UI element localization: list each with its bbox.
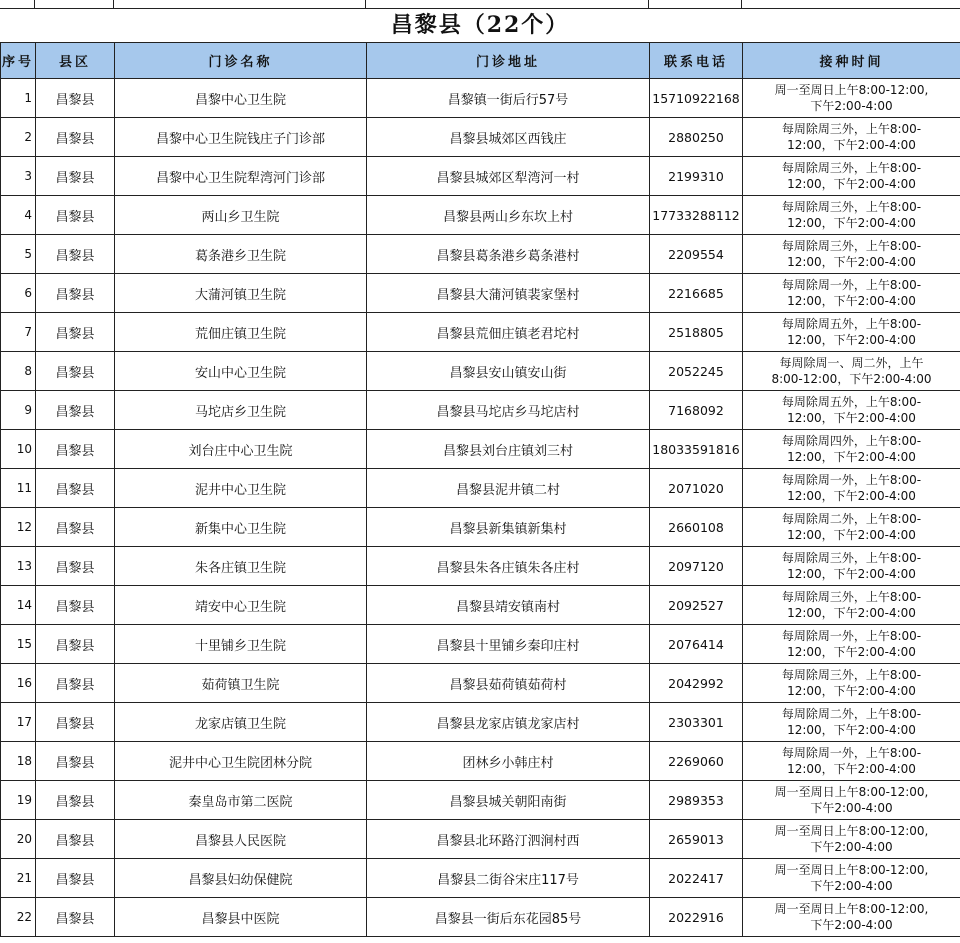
row-index: 14 (1, 586, 36, 625)
row-hours-line1: 周一至周日上午8:00-12:00, (774, 902, 929, 916)
table-row (1, 547, 960, 586)
row-hours (743, 469, 960, 508)
row-index: 10 (1, 430, 36, 469)
row-hours-line2: 12:00，下午2:00-4:00 (787, 567, 916, 581)
clinic-table (0, 42, 960, 937)
row-hours-line2: 12:00，下午2:00-4:00 (787, 723, 916, 737)
row-clinic-name: 两山乡卫生院 (115, 196, 367, 235)
row-address: 昌黎县荒佃庄镇老君坨村 (367, 313, 650, 352)
row-index: 11 (1, 469, 36, 508)
row-hours (743, 625, 960, 664)
row-address: 昌黎县靖安镇南村 (367, 586, 650, 625)
row-clinic-name: 十里铺乡卫生院 (115, 625, 367, 664)
header-district: 县区 (36, 43, 115, 79)
previous-table-bottom-edge (0, 0, 960, 9)
row-hours (743, 508, 960, 547)
row-hours (743, 118, 960, 157)
row-hours-line1: 每周除周二外，上午8:00- (781, 707, 922, 721)
row-address: 昌黎县马坨店乡马坨店村 (367, 391, 650, 430)
row-hours-line1: 周一至周日上午8:00-12:00, (774, 785, 929, 799)
row-hours-line1: 每周除周三外，上午8:00- (781, 239, 922, 253)
row-hours (743, 898, 960, 937)
row-district: 昌黎县 (36, 352, 115, 391)
row-district: 昌黎县 (36, 586, 115, 625)
row-index: 8 (1, 352, 36, 391)
row-hours-line2: 12:00，下午2:00-4:00 (787, 216, 916, 230)
row-address: 团林乡小韩庄村 (367, 742, 650, 781)
row-phone: 2303301 (650, 703, 743, 742)
row-hours-line2: 12:00，下午2:00-4:00 (787, 606, 916, 620)
row-hours-line1: 每周除周一外，上午8:00- (781, 629, 922, 643)
header-phone: 联系电话 (650, 43, 743, 79)
row-address: 昌黎县新集镇新集村 (367, 508, 650, 547)
row-hours-line1: 每周除周五外，上午8:00- (781, 317, 922, 331)
row-hours (743, 235, 960, 274)
row-district: 昌黎县 (36, 625, 115, 664)
row-index: 3 (1, 157, 36, 196)
table-row (1, 79, 960, 118)
row-clinic-name: 刘台庄中心卫生院 (115, 430, 367, 469)
row-clinic-name: 秦皇岛市第二医院 (115, 781, 367, 820)
row-clinic-name: 茹荷镇卫生院 (115, 664, 367, 703)
row-hours (743, 547, 960, 586)
row-index: 18 (1, 742, 36, 781)
row-phone: 2880250 (650, 118, 743, 157)
row-district: 昌黎县 (36, 118, 115, 157)
row-hours-line2: 12:00，下午2:00-4:00 (787, 528, 916, 542)
row-hours-line1: 每周除周三外，上午8:00- (781, 161, 922, 175)
row-clinic-name: 泥井中心卫生院团林分院 (115, 742, 367, 781)
row-hours-line2: 下午2:00-4:00 (810, 801, 893, 815)
row-hours-line2: 12:00，下午2:00-4:00 (787, 489, 916, 503)
row-address: 昌黎县大蒲河镇裴家堡村 (367, 274, 650, 313)
table-row (1, 742, 960, 781)
row-hours-line1: 每周除周三外，上午8:00- (781, 590, 922, 604)
row-clinic-name: 昌黎中心卫生院 (115, 79, 367, 118)
row-district: 昌黎县 (36, 859, 115, 898)
row-phone: 2071020 (650, 469, 743, 508)
row-address: 昌黎县二街谷宋庄117号 (367, 859, 650, 898)
row-phone: 2659013 (650, 820, 743, 859)
row-hours (743, 859, 960, 898)
row-index: 17 (1, 703, 36, 742)
row-clinic-name: 安山中心卫生院 (115, 352, 367, 391)
row-address: 昌黎县城郊区西钱庄 (367, 118, 650, 157)
row-address: 昌黎县茹荷镇茹荷村 (367, 664, 650, 703)
row-district: 昌黎县 (36, 157, 115, 196)
table-row (1, 469, 960, 508)
row-hours (743, 313, 960, 352)
row-hours-line2: 12:00，下午2:00-4:00 (787, 177, 916, 191)
table-row (1, 196, 960, 235)
table-row (1, 898, 960, 937)
row-district: 昌黎县 (36, 79, 115, 118)
row-clinic-name: 靖安中心卫生院 (115, 586, 367, 625)
row-hours (743, 586, 960, 625)
table-row (1, 625, 960, 664)
row-hours-line1: 每周除周三外，上午8:00- (781, 668, 922, 682)
row-clinic-name: 朱各庄镇卫生院 (115, 547, 367, 586)
row-hours-line2: 12:00，下午2:00-4:00 (787, 762, 916, 776)
row-hours (743, 79, 960, 118)
row-phone: 18033591816 (650, 430, 743, 469)
row-address: 昌黎县十里铺乡秦印庄村 (367, 625, 650, 664)
row-index: 15 (1, 625, 36, 664)
row-phone: 2052245 (650, 352, 743, 391)
row-phone: 2269060 (650, 742, 743, 781)
row-index: 4 (1, 196, 36, 235)
row-hours (743, 781, 960, 820)
header-clinic-name: 门诊名称 (115, 43, 367, 79)
row-address: 昌黎县泥井镇二村 (367, 469, 650, 508)
row-address: 昌黎县刘台庄镇刘三村 (367, 430, 650, 469)
table-row (1, 118, 960, 157)
row-hours-line1: 每周除周一外，上午8:00- (781, 746, 922, 760)
table-row (1, 820, 960, 859)
row-phone: 2209554 (650, 235, 743, 274)
row-phone: 2042992 (650, 664, 743, 703)
row-clinic-name: 昌黎县中医院 (115, 898, 367, 937)
table-row (1, 157, 960, 196)
row-hours (743, 820, 960, 859)
row-hours-line1: 每周除周一、周二外，上午 (779, 356, 924, 370)
row-hours-line2: 12:00，下午2:00-4:00 (787, 333, 916, 347)
table-row (1, 703, 960, 742)
row-index: 7 (1, 313, 36, 352)
row-hours-line1: 每周除周一外，上午8:00- (781, 473, 922, 487)
row-hours (743, 196, 960, 235)
row-address: 昌黎县北环路汀泗涧村西 (367, 820, 650, 859)
row-hours (743, 664, 960, 703)
row-hours (743, 274, 960, 313)
row-index: 21 (1, 859, 36, 898)
table-row (1, 508, 960, 547)
row-phone: 2989353 (650, 781, 743, 820)
row-clinic-name: 昌黎县人民医院 (115, 820, 367, 859)
row-hours-line2: 下午2:00-4:00 (810, 840, 893, 854)
row-district: 昌黎县 (36, 508, 115, 547)
header-hours: 接种时间 (743, 43, 960, 79)
row-hours-line1: 每周除周三外，上午8:00- (781, 200, 922, 214)
row-address: 昌黎镇一街后行57号 (367, 79, 650, 118)
row-clinic-name: 新集中心卫生院 (115, 508, 367, 547)
row-clinic-name: 昌黎中心卫生院钱庄子门诊部 (115, 118, 367, 157)
row-clinic-name: 马坨店乡卫生院 (115, 391, 367, 430)
row-clinic-name: 大蒲河镇卫生院 (115, 274, 367, 313)
row-hours-line1: 周一至周日上午8:00-12:00, (774, 83, 929, 97)
row-index: 2 (1, 118, 36, 157)
row-hours-line1: 每周除周五外，上午8:00- (781, 395, 922, 409)
row-phone: 2199310 (650, 157, 743, 196)
row-district: 昌黎县 (36, 391, 115, 430)
table-row (1, 664, 960, 703)
row-district: 昌黎县 (36, 781, 115, 820)
row-phone: 2076414 (650, 625, 743, 664)
row-address: 昌黎县朱各庄镇朱各庄村 (367, 547, 650, 586)
row-index: 12 (1, 508, 36, 547)
row-index: 16 (1, 664, 36, 703)
row-phone: 17733288112 (650, 196, 743, 235)
row-address: 昌黎县葛条港乡葛条港村 (367, 235, 650, 274)
table-row (1, 586, 960, 625)
row-address: 昌黎县城郊区犁湾河一村 (367, 157, 650, 196)
row-district: 昌黎县 (36, 703, 115, 742)
row-hours (743, 157, 960, 196)
row-index: 22 (1, 898, 36, 937)
row-district: 昌黎县 (36, 898, 115, 937)
row-district: 昌黎县 (36, 196, 115, 235)
row-hours (743, 352, 960, 391)
row-address: 昌黎县城关朝阳南街 (367, 781, 650, 820)
row-hours-line2: 下午2:00-4:00 (810, 879, 893, 893)
row-index: 19 (1, 781, 36, 820)
header-address: 门诊地址 (367, 43, 650, 79)
row-hours-line2: 12:00，下午2:00-4:00 (787, 450, 916, 464)
row-phone: 2216685 (650, 274, 743, 313)
row-hours-line2: 12:00，下午2:00-4:00 (787, 411, 916, 425)
row-phone: 7168092 (650, 391, 743, 430)
row-address: 昌黎县安山镇安山街 (367, 352, 650, 391)
row-clinic-name: 葛条港乡卫生院 (115, 235, 367, 274)
row-index: 20 (1, 820, 36, 859)
row-hours (743, 430, 960, 469)
row-clinic-name: 龙家店镇卫生院 (115, 703, 367, 742)
row-hours-line2: 8:00-12:00，下午2:00-4:00 (771, 372, 932, 386)
row-index: 6 (1, 274, 36, 313)
row-hours-line1: 周一至周日上午8:00-12:00, (774, 824, 929, 838)
row-phone: 2660108 (650, 508, 743, 547)
row-hours-line1: 周一至周日上午8:00-12:00, (774, 863, 929, 877)
row-hours-line2: 12:00，下午2:00-4:00 (787, 684, 916, 698)
row-hours-line1: 每周除周三外，上午8:00- (781, 122, 922, 136)
row-hours-line2: 下午2:00-4:00 (810, 99, 893, 113)
row-phone: 2022417 (650, 859, 743, 898)
row-hours (743, 391, 960, 430)
row-clinic-name: 昌黎县妇幼保健院 (115, 859, 367, 898)
row-phone: 15710922168 (650, 79, 743, 118)
row-hours-line2: 下午2:00-4:00 (810, 918, 893, 932)
header-index: 序号 (1, 43, 36, 79)
row-district: 昌黎县 (36, 547, 115, 586)
row-hours (743, 703, 960, 742)
row-district: 昌黎县 (36, 235, 115, 274)
row-phone: 2518805 (650, 313, 743, 352)
row-hours-line1: 每周除周二外，上午8:00- (781, 512, 922, 526)
row-district: 昌黎县 (36, 742, 115, 781)
section-title: 昌黎县（22个） (390, 12, 570, 38)
table-row (1, 235, 960, 274)
row-index: 1 (1, 79, 36, 118)
row-hours-line2: 12:00，下午2:00-4:00 (787, 255, 916, 269)
row-district: 昌黎县 (36, 469, 115, 508)
row-index: 5 (1, 235, 36, 274)
row-phone: 2092527 (650, 586, 743, 625)
table-row (1, 352, 960, 391)
row-district: 昌黎县 (36, 664, 115, 703)
table-row (1, 430, 960, 469)
table-header-row (1, 43, 960, 79)
row-clinic-name: 泥井中心卫生院 (115, 469, 367, 508)
row-hours-line1: 每周除周四外，上午8:00- (781, 434, 922, 448)
row-phone: 2097120 (650, 547, 743, 586)
row-hours-line2: 12:00，下午2:00-4:00 (787, 138, 916, 152)
row-phone: 2022916 (650, 898, 743, 937)
row-address: 昌黎县龙家店镇龙家店村 (367, 703, 650, 742)
row-hours-line1: 每周除周一外，上午8:00- (781, 278, 922, 292)
table-row (1, 313, 960, 352)
row-hours (743, 742, 960, 781)
row-district: 昌黎县 (36, 274, 115, 313)
table-row (1, 859, 960, 898)
row-clinic-name: 荒佃庄镇卫生院 (115, 313, 367, 352)
row-district: 昌黎县 (36, 820, 115, 859)
row-address: 昌黎县两山乡东坎上村 (367, 196, 650, 235)
table-row (1, 781, 960, 820)
row-hours-line1: 每周除周三外，上午8:00- (781, 551, 922, 565)
row-hours-line2: 12:00，下午2:00-4:00 (787, 645, 916, 659)
row-address: 昌黎县一街后东花园85号 (367, 898, 650, 937)
row-district: 昌黎县 (36, 430, 115, 469)
row-district: 昌黎县 (36, 313, 115, 352)
row-index: 9 (1, 391, 36, 430)
table-row (1, 274, 960, 313)
table-row (1, 391, 960, 430)
row-clinic-name: 昌黎中心卫生院犁湾河门诊部 (115, 157, 367, 196)
row-hours-line2: 12:00，下午2:00-4:00 (787, 294, 916, 308)
row-index: 13 (1, 547, 36, 586)
